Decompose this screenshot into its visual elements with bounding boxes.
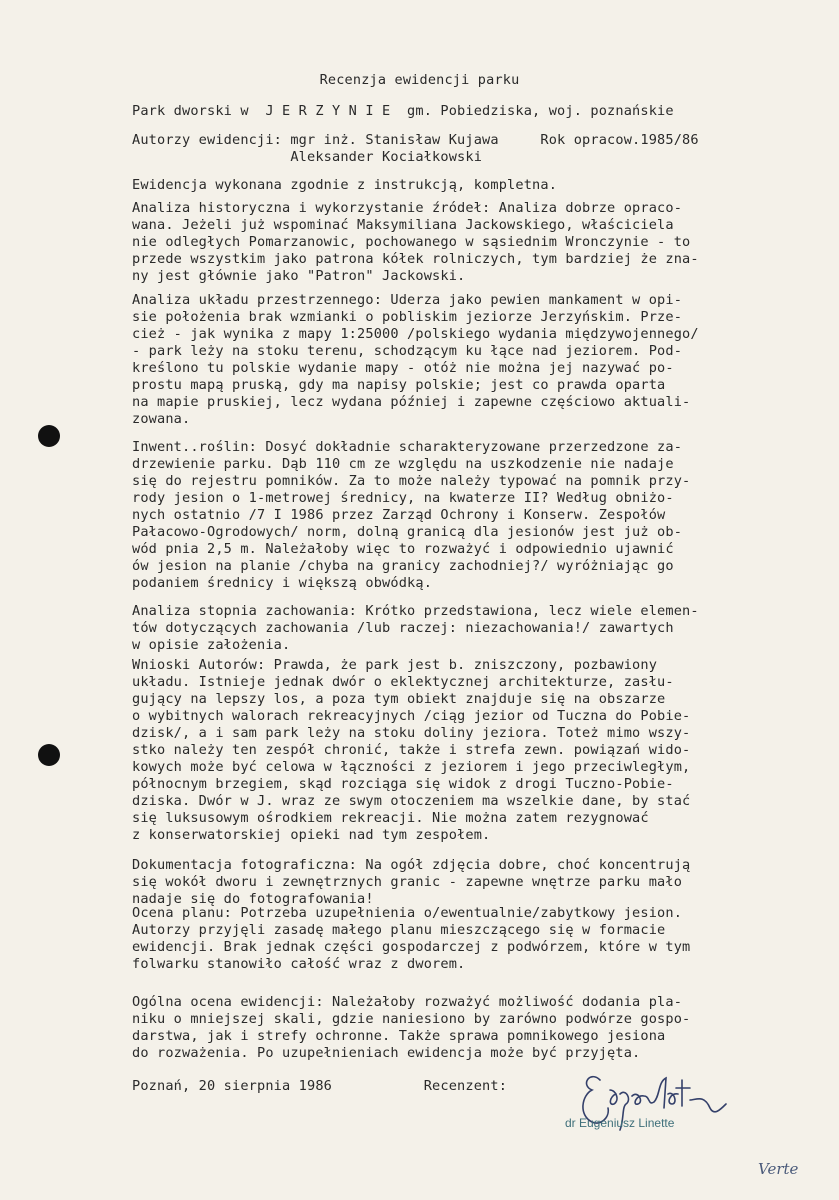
- paragraph-line: podaniem średnicy i większą obwódką.: [132, 575, 433, 591]
- paragraph-line: ów jesion na planie /chyba na granicy zachodniej?/ wyróżniając go: [132, 558, 674, 574]
- paragraph-line: nadaje się do fotografowania!: [132, 891, 374, 907]
- paragraph-line: o wybitnych walorach rekreacyjnych /ciąg jezior od Tuczna do Pobie-: [132, 708, 691, 724]
- paragraph-line: w opisie założenia.: [132, 637, 291, 653]
- paragraph-line: rody jesion o 1-metrowej średnicy, na kwaterze II? Według obniżo-: [132, 490, 674, 506]
- header-park: Park dworski w J E R Z Y N I E gm. Pobiedziska, woj. poznańskie: [132, 103, 674, 119]
- paragraph-line: prostu mapą pruską, gdy ma napisy polskie; jest co prawda oparta: [132, 377, 666, 393]
- paragraph-line: z konserwatorskiej opieki nad tym zespołem.: [132, 827, 491, 843]
- punch-hole: [38, 425, 60, 447]
- paragraph-line: ewidencji. Brak jednak części gospodarczej z podwórzem, które w tym: [132, 939, 691, 955]
- paragraph-line: Pałacowo-Ogrodowych/ norm, dolną granicą dla jesionów jest już ob-: [132, 524, 683, 540]
- paragraph-line: Autorzy przyjęli zasadę małego planu mieszczącego się w formacie: [132, 922, 666, 938]
- paragraph-line: wód pnia 2,5 m. Należałoby więc to rozważyć i odpowiednio ujawnić: [132, 541, 674, 557]
- paragraph-line: drzewienie parku. Dąb 110 cm ze względu na uszkodzenie nie nadaje: [132, 456, 674, 472]
- paragraph-line: Dokumentacja fotograficzna: Na ogół zdjęcia dobre, choć koncentrują: [132, 857, 691, 873]
- paragraph-line: cież - jak wynika z mapy 1:25000 /polskiego wydania międzywojennego/: [132, 326, 699, 342]
- paragraph-line: kreślono tu polskie wydanie mapy - otóż nie można jej nazywać po-: [132, 360, 674, 376]
- paragraph: [132, 905, 822, 973]
- paragraph-line: dzisk/, a i sam park leży na stoku doliny jeziora. Toteż mimo wszy-: [132, 725, 691, 741]
- paragraph-line: nych ostatnio /7 I 1986 przez Zarząd Ochrony i Konserw. Zespołów: [132, 507, 666, 523]
- verte-note: Verte: [758, 1160, 799, 1178]
- paragraph-line: stko należy ten zespół chronić, także i strefa zewn. powiązań wido-: [132, 742, 691, 758]
- paragraph-line: sie położenia brak wzmianki o pobliskim jeziorze Jerzyńskim. Prze-: [132, 309, 683, 325]
- intro-line: Ewidencja wykonana zgodnie z instrukcją, kompletna.: [132, 177, 558, 193]
- paragraph: [132, 657, 822, 844]
- paragraph-line: Wnioski Autorów: Prawda, że park jest b. zniszczony, pozbawiony: [132, 657, 658, 673]
- paragraph-line: nie odległych Pomarzanowic, pochowanego w sąsiednim Wronczynie - to: [132, 234, 691, 250]
- document-title: Recenzja ewidencji parku: [319, 72, 520, 88]
- paragraph-line: dziska. Dwór w J. wraz ze swym otoczeniem ma wszelkie dane, by stać: [132, 793, 691, 809]
- paragraph-line: Analiza układu przestrzennego: Uderza jako pewien mankament w opi-: [132, 292, 683, 308]
- paragraph: [132, 200, 822, 285]
- paragraph-line: tów dotyczących zachowania /lub raczej: niezachowania!/ zawartych: [132, 620, 674, 636]
- paragraph-line: gujący na lepszy los, a poza tym obiekt znajduje się na obszarze: [132, 691, 666, 707]
- paragraph: [132, 439, 822, 592]
- paragraph-line: się wokół dworu i zewnętrznych granic - zapewne wnętrze parku mało: [132, 874, 683, 890]
- paragraph-line: wana. Jeżeli już wspominać Maksymiliana Jackowskiego, właściciela: [132, 217, 674, 233]
- header-authors: Autorzy ewidencji: mgr inż. Stanisław Kujawa Rok opracow.1985/86: [132, 132, 699, 148]
- paragraph-line: zowana.: [132, 411, 191, 427]
- paragraph-line: przede wszystkim jako patrona kółek rolniczych, tym bardziej że zna-: [132, 251, 699, 267]
- paragraph-line: folwarku stanowiło całość wraz z dworem.: [132, 956, 466, 972]
- paragraph-line: - park leży na stoku terenu, schodzącym ku łące nad jeziorem. Pod-: [132, 343, 683, 359]
- paragraph-line: darstwa, jak i strefy ochronne. Także sprawa pomnikowego jesiona: [132, 1028, 666, 1044]
- paragraph-line: się luksusowym ośrodkiem rekreacji. Nie można zatem rezygnować: [132, 810, 649, 826]
- footer-place-date: Poznań, 20 sierpnia 1986 Recenzent:: [132, 1078, 508, 1094]
- paragraph-line: Inwent..roślin: Dosyć dokładnie scharakteryzowane przerzedzone za-: [132, 439, 683, 455]
- stamp-name: dr Eugeniusz Linette: [565, 1116, 675, 1130]
- paragraph: [132, 292, 822, 428]
- paragraph-line: Ogólna ocena ewidencji: Należałoby rozważyć możliwość dodania pla-: [132, 994, 683, 1010]
- paragraph-line: układu. Istnieje jednak dwór o eklektycznej architekturze, zasłu-: [132, 674, 674, 690]
- paragraph-line: Ocena planu: Potrzeba uzupełnienia o/ewentualnie/zabytkowy jesion.: [132, 905, 683, 921]
- paragraph-line: ny jest głównie jako "Patron" Jackowski.: [132, 268, 466, 284]
- punch-hole: [38, 744, 60, 766]
- paragraph-line: Analiza historyczna i wykorzystanie źródeł: Analiza dobrze opraco-: [132, 200, 683, 216]
- paragraph-line: się do rejestru pomników. Za to może należy typować na pomnik przy-: [132, 473, 691, 489]
- paragraph: [132, 994, 822, 1062]
- paragraph-line: niku o mniejszej skali, gdzie naniesiono by zarówno podwórze gospo-: [132, 1011, 691, 1027]
- paragraph-line: do rozważenia. Po uzupełnieniach ewidencja może być przyjęta.: [132, 1045, 641, 1061]
- header-authors-2: Aleksander Kociałkowski: [132, 149, 483, 165]
- paragraph-line: północnym brzegiem, skąd rozciąga się widok z drogi Tuczno-Pobie-: [132, 776, 674, 792]
- paragraph-line: Analiza stopnia zachowania: Krótko przedstawiona, lecz wiele elemen-: [132, 603, 699, 619]
- paragraph-line: na mapie pruskiej, lecz wydana później i zapewne częściowo aktuali-: [132, 394, 691, 410]
- paragraph: [132, 857, 822, 908]
- paragraph-line: kowych może być celowa w łączności z jeziorem i jego przeciwległym,: [132, 759, 691, 775]
- paragraph: [132, 603, 822, 654]
